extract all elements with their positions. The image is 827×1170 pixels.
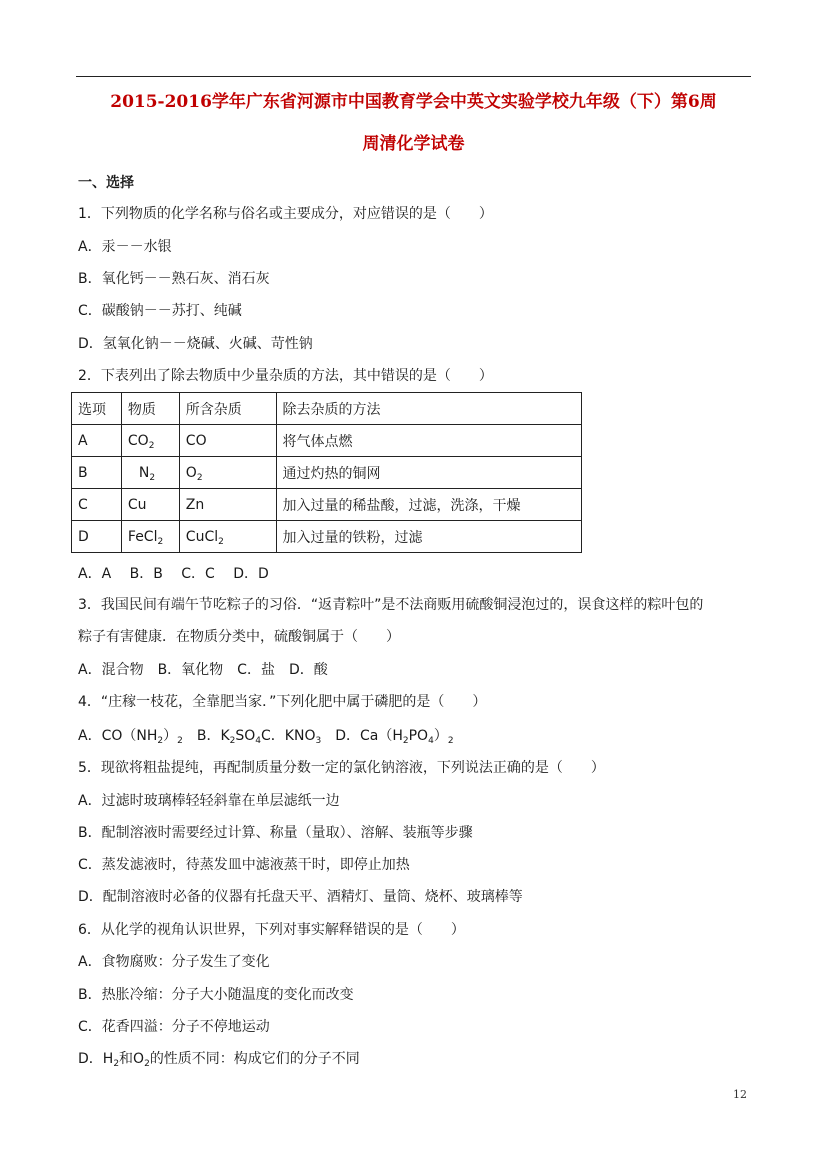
cell-option: C xyxy=(72,489,122,521)
table-row xyxy=(72,489,582,521)
q6-option-c: C．花香四溢：分子不停地运动 xyxy=(78,1019,270,1035)
question-6-stem: 6．从化学的视角认识世界，下列对事实解释错误的是（ ） xyxy=(78,922,465,938)
question-3-stem-line-1: 3．我国民间有端午节吃粽子的习俗．“返青粽叶”是不法商贩用硫酸铜浸泡过的，误食这样的粽叶包的 xyxy=(78,597,704,613)
q3-options: A．混合物 B．氧化物 C．盐 D．酸 xyxy=(78,662,328,678)
q1-option-b: B．氧化钙－－熟石灰、消石灰 xyxy=(78,271,270,287)
cell-substance: $N_2$ xyxy=(121,457,179,489)
section-heading: 一、选择 xyxy=(78,175,134,191)
q1-option-c: C．碳酸钠－－苏打、纯碱 xyxy=(78,303,242,319)
q1-option-d: D．氢氧化钠－－烧碱、火碱、苛性钠 xyxy=(78,336,313,352)
cell-option: B xyxy=(72,457,122,489)
header-cell-substance: 物质 xyxy=(121,393,179,425)
cell-impurity: CuCl$_2$ xyxy=(179,521,276,553)
question-5-stem: 5．现欲将粗盐提纯，再配制质量分数一定的氯化钠溶液，下列说法正确的是（ ） xyxy=(78,760,605,776)
cell-impurity: CO xyxy=(179,425,276,457)
cell-impurity: Zn xyxy=(179,489,276,521)
header-cell-option: 选项 xyxy=(72,393,122,425)
cell-impurity: $O_2$ xyxy=(179,457,276,489)
q5-option-c: C．蒸发滤液时，待蒸发皿中滤液蒸干时，即停止加热 xyxy=(78,857,410,873)
question-3-stem-line-2: 粽子有害健康．在物质分类中，硫酸铜属于（ ） xyxy=(78,629,400,645)
cell-method: 将气体点燃 xyxy=(276,425,581,457)
table-row xyxy=(72,457,582,489)
cell-substance: Cu xyxy=(121,489,179,521)
cell-option: A xyxy=(72,425,122,457)
header-rule xyxy=(76,76,751,77)
q4-options: A．$CO(NH_2)_2$ B．$K_2SO_4C$．$KNO_3$ D．$Ca(H_2PO_4)_2$ xyxy=(78,728,454,746)
question-4-stem: 4．“庄稼一枝花，全靠肥当家．”下列化肥中属于磷肥的是（ ） xyxy=(78,694,487,710)
q5-option-a: A．过滤时玻璃棒轻轻斜靠在单层滤纸一边 xyxy=(78,793,340,809)
header-cell-impurity: 所含杂质 xyxy=(179,393,276,425)
cell-substance: FeCl$_2$ xyxy=(121,521,179,553)
table-row xyxy=(72,521,582,553)
q5-option-b: B．配制溶液时需要经过计算、称量（量取）、溶解、装瓶等步骤 xyxy=(78,825,473,841)
cell-substance: $CO_2$ xyxy=(121,425,179,457)
q6-option-d: D．$H_2$和$O_2$的性质不同：构成它们的分子不同 xyxy=(78,1051,360,1069)
q6-option-a: A．食物腐败：分子发生了变化 xyxy=(78,954,270,970)
impurity-table xyxy=(71,392,582,553)
question-1-stem: 1．下列物质的化学名称与俗名或主要成分，对应错误的是（ ） xyxy=(78,206,493,222)
cell-method: 通过灼热的铜网 xyxy=(276,457,581,489)
table-row xyxy=(72,425,582,457)
q6-option-b: B．热胀冷缩：分子大小随温度的变化而改变 xyxy=(78,987,354,1003)
exam-title-line-1: 2015-2016学年广东省河源市中国教育学会中英文实验学校九年级（下）第6周 xyxy=(110,92,717,112)
cell-method: 加入过量的稀盐酸，过滤，洗涤，干燥 xyxy=(276,489,581,521)
header-cell-method: 除去杂质的方法 xyxy=(276,393,581,425)
q1-option-a: A．汞－－水银 xyxy=(78,239,172,255)
cell-option: D xyxy=(72,521,122,553)
q5-option-d: D．配制溶液时必备的仪器有托盘天平、酒精灯、量筒、烧杯、玻璃棒等 xyxy=(78,889,523,905)
q2-options: A．A B．B C．C D．D xyxy=(78,566,269,582)
question-2-stem: 2．下表列出了除去物质中少量杂质的方法，其中错误的是（ ） xyxy=(78,368,493,384)
table-header-row xyxy=(72,393,582,425)
exam-title-line-2: 周清化学试卷 xyxy=(362,134,465,154)
page-number: 12 xyxy=(733,1088,747,1101)
cell-method: 加入过量的铁粉，过滤 xyxy=(276,521,581,553)
